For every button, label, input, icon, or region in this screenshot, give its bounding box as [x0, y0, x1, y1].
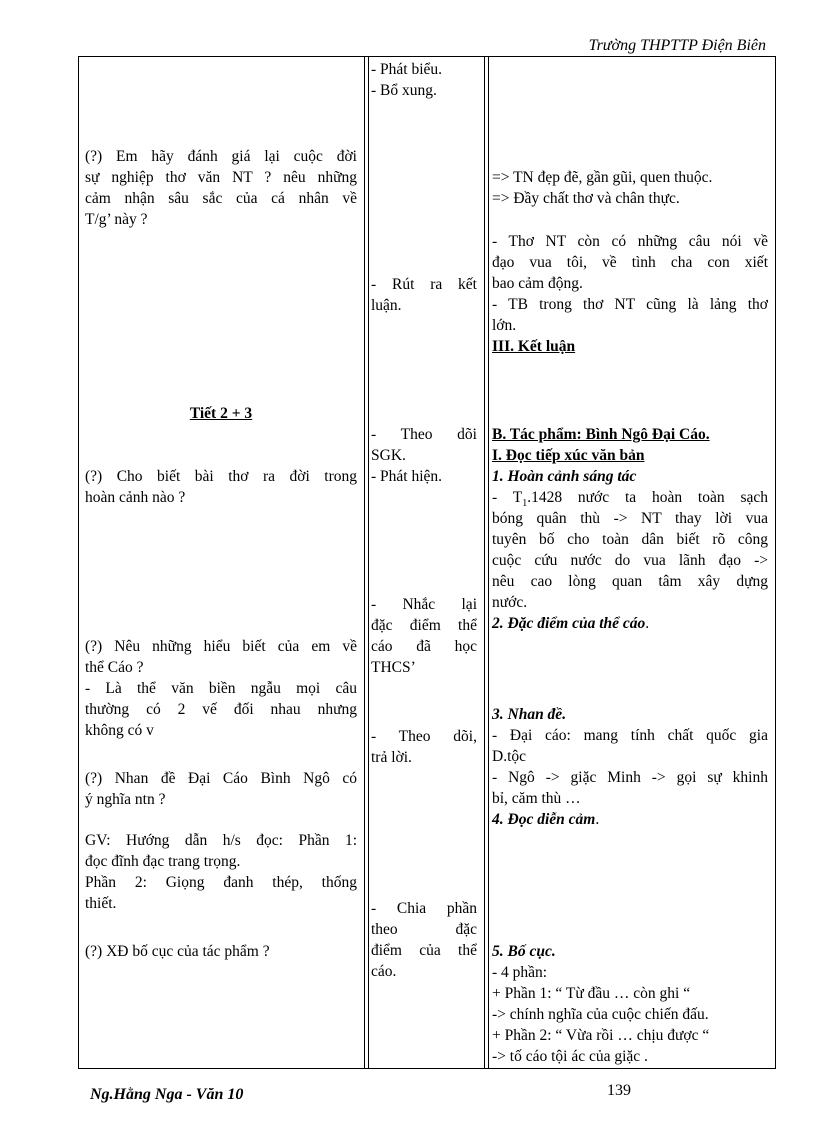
heading-structure: 5. Bố cục.	[492, 943, 556, 960]
column-divider	[364, 56, 365, 1068]
note-poetry: - Thơ NT còn có những câu nói về đạo vua tôi, về tình cha con xiết bao cảm động. - TB trong thơ NT cũng là lảng thơ lớn. III. Kết luận	[492, 233, 768, 355]
lesson-title: Tiết 2 + 3	[189, 405, 253, 422]
question-evaluate-life: (?) Em hãy đánh giá lại cuộc đời sự nghiệp thơ văn NT ? nêu những cảm nhận sâu sắc của cá nhân về T/g’ này ?	[85, 148, 357, 228]
heading-title: 3. Nhan đề.	[492, 706, 567, 723]
page-header-school: Trường THPTTP Điện Biên	[588, 37, 766, 54]
activity-divide-parts: - Chia phần theo đặc điểm của thể cáo.	[371, 900, 477, 980]
column-divider	[368, 56, 369, 1068]
heading-work: B. Tác phẩm: Bình Ngô Đại Cáo.	[492, 426, 710, 443]
question-structure: (?) XĐ bố cục của tác phẩm ?	[85, 943, 270, 960]
question-context: (?) Cho biết bài thơ ra đời trong hoàn cảnh nào ?	[85, 468, 357, 506]
page-number: 139	[607, 1082, 631, 1099]
footer-author: Ng.Hằng Nga - Văn 10	[90, 1086, 244, 1103]
question-title-meaning: (?) Nhan đề Đại Cáo Bình Ngô có ý nghĩa ntn ?	[85, 770, 357, 808]
activity-answer: - Theo dõi, trả lời.	[371, 728, 477, 766]
heading-reading: I. Đọc tiếp xúc văn bản	[492, 447, 645, 464]
heading-conclusion: III. Kết luận	[492, 338, 576, 355]
heading-context: 1. Hoàn cảnh sáng tác	[492, 468, 637, 485]
activity-conclude: - Rút ra kết luận.	[371, 276, 477, 314]
column-divider	[488, 56, 489, 1068]
section-title-meaning: 3. Nhan đề. - Đại cáo: mang tính chất quốc gia D.tộc - Ngô -> giặc Minh -> gọi sự khinh bỉ, căm thù … 4. Đọc diễn cảm.	[492, 706, 768, 828]
lesson-table	[78, 56, 776, 1069]
section-structure: 5. Bố cục. - 4 phần: + Phần 1: “ Từ đầu … còn ghi “ -> chính nghĩa của cuộc chiến đấu. + Phần 2: “ Vừa rồi … chịu được “ -> tố cáo tội ác của giặc .	[492, 943, 710, 1065]
section-work: B. Tác phẩm: Bình Ngô Đại Cáo. I. Đọc tiếp xúc văn bản 1. Hoàn cảnh sáng tác - $T_1.1428$ nước ta hoàn toàn sạch bóng quân thù -> NT thay lời vua tuyên bố cho toàn dân biết rõ công cuộc cứu nước do vua lãnh đạo -> nêu cao lòng quan tâm xây dựng nước. 2. Đặc điểm của thể cáo.	[492, 426, 768, 632]
question-genre: (?) Nêu những hiểu biết của em về thể Cáo ? - Là thể văn biền ngẫu mọi câu thường có 2 vế đối nhau nhưng không có v	[85, 638, 357, 739]
heading-genre-features: 2. Đặc điểm của thể cáo	[492, 615, 646, 632]
teacher-reading-guide: GV: Hướng dẫn h/s đọc: Phần 1: đọc đĩnh đạc trang trọng. Phần 2: Giọng đanh thép, thống thiết.	[85, 832, 357, 912]
activity-recall-genre: - Nhắc lại đặc điểm thể cáo đã học THCS’	[371, 596, 477, 676]
activity-speak: - Phát biểu. - Bổ xung.	[371, 61, 443, 99]
column-divider	[484, 56, 485, 1068]
activity-follow-sgk: - Theo dõi SGK. - Phát hiện.	[371, 426, 477, 485]
table-top-border	[78, 56, 775, 57]
note-nature: => TN đẹp đẽ, gần gũi, quen thuộc. => Đầy chất thơ và chân thực.	[492, 169, 713, 207]
heading-expressive-reading: 4. Đọc diễn cảm	[492, 811, 596, 828]
